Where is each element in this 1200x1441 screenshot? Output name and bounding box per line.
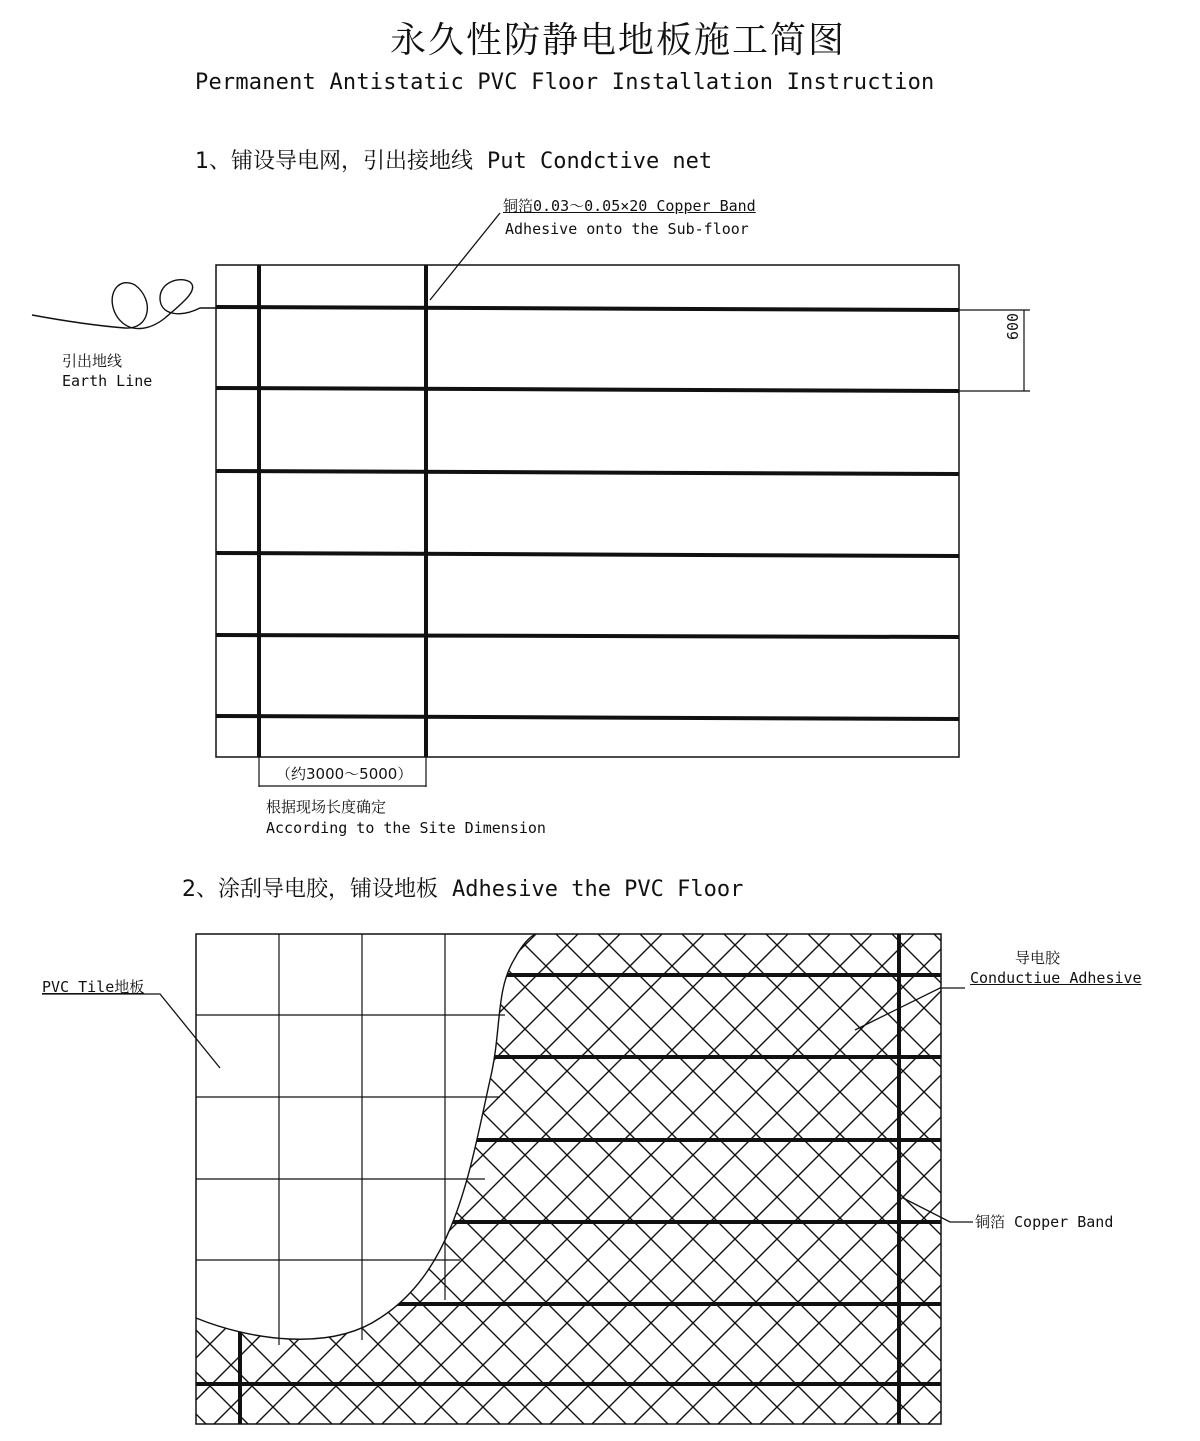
pvc-tile-label: PVC Tile地板: [42, 978, 145, 996]
copper-band-label-2: 铜箔 Copper Band: [975, 1213, 1114, 1231]
conductive-adhesive-label-cn: 导电胶: [1015, 949, 1061, 967]
earth-line-wire: [32, 280, 216, 329]
copper-band-h1: [216, 307, 959, 310]
spacing-600-label: 600: [1004, 312, 1022, 340]
copper-band-leader: [430, 213, 500, 300]
copper-band-adhesive-label: Adhesive onto the Sub-floor: [505, 220, 749, 238]
copper-band-label: 铜箔0.03～0.05×20 Copper Band: [503, 197, 756, 215]
subfloor-outline: [216, 265, 959, 757]
length-dimension-label: （约3000～5000）: [276, 765, 413, 783]
page-title-en: Permanent Antistatic PVC Floor Installation Instruction: [195, 70, 935, 95]
copper-band-h2: [216, 388, 959, 391]
step1-heading-cn: 1、铺设导电网，引出接地线: [195, 149, 473, 174]
step1-heading-en: Put Condctive net: [487, 149, 713, 174]
page-title-cn: 永久性防静电地板施工简图: [390, 20, 847, 61]
earth-line-label-en: Earth Line: [62, 372, 153, 390]
copper-band-h3: [216, 471, 959, 474]
site-dimension-label-cn: 根据现场长度确定: [266, 798, 387, 816]
conductive-net-diagram: [32, 213, 1030, 787]
site-dimension-label-en: According to the Site Dimension: [266, 819, 546, 837]
pvc-floor-diagram: [42, 934, 973, 1424]
copper-band-h6: [216, 716, 959, 719]
step2-heading-cn: 2、涂刮导电胶，铺设地板: [182, 877, 438, 902]
copper-band-h5: [216, 635, 959, 637]
earth-line-label-cn: 引出地线: [62, 352, 123, 370]
copper-band-strips: [216, 265, 959, 757]
pvc-tile-leader: [42, 994, 220, 1068]
conductive-adhesive-label-en: Conductiue Adhesive: [970, 969, 1142, 987]
step2-heading-en: Adhesive the PVC Floor: [452, 877, 744, 902]
copper-band-h4: [216, 553, 959, 556]
